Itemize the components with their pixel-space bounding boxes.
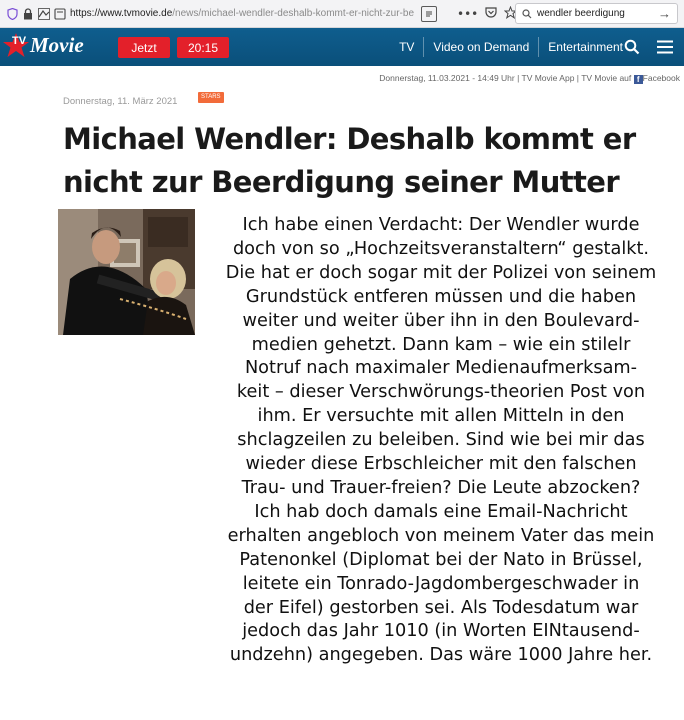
lock-icon[interactable] [22, 8, 34, 20]
permissions-icon[interactable] [38, 8, 50, 20]
pocket-icon[interactable] [485, 6, 497, 21]
facebook-icon[interactable]: f [634, 75, 643, 84]
article-meta-line [335, 73, 680, 84]
site-navigation [0, 28, 684, 66]
page-actions-icon[interactable]: ••• [457, 6, 479, 21]
svg-text:TV: TV [12, 35, 27, 47]
headline-line-1: Michael Wendler: Deshalb kommt er [63, 122, 636, 156]
overlay-line: weiter und weiter über ihn in den Boulevard- [242, 310, 640, 331]
tv-movie-logo[interactable] [2, 30, 114, 64]
overlay-comment-text [198, 214, 684, 668]
overlay-line: Trau- und Trauer-freien? Die Leute abzocken? [241, 477, 641, 498]
overlay-line: der Eifel) gestorben sei. Als Todesdatum war [243, 597, 639, 618]
page-icon[interactable] [54, 8, 66, 20]
nav-links [390, 28, 632, 66]
overlay-line: Grundstück entferen müssen und die haben [245, 286, 637, 307]
jetzt-button[interactable]: Jetzt [118, 37, 170, 58]
category-badge[interactable]: STARS [198, 92, 224, 103]
overlay-line: doch von so „Hochzeitsveranstaltern“ gestalkt. [232, 238, 650, 259]
url-path: /news/michael-wendler-deshalb-kommt-er-nicht-zur-be [172, 8, 415, 19]
nav-link-entertainment[interactable]: Entertainment [538, 37, 632, 57]
overlay-line: leitete ein Tonrado-Jagdombergeschwader in [242, 573, 640, 594]
article-date: Donnerstag, 11. März 2021 [63, 96, 178, 107]
overlay-line: erhalten angebloch von meinem Vater das mein [227, 525, 655, 546]
overlay-line: Ich habe einen Verdacht: Der Wendler wurde [242, 215, 640, 235]
search-value: wendler beerdigung [537, 8, 625, 19]
search-icon [522, 9, 532, 19]
overlay-line: shclagzeilen zu beleiben. Sind wie bei mir das [237, 430, 645, 451]
overlay-line: Patenonkel (Diplomat bei der Nato in Brüssel, [239, 549, 643, 570]
url-host: https://www.tvmovie.de [70, 8, 173, 19]
reader-view-icon[interactable] [421, 6, 437, 22]
search-go-icon[interactable]: → [658, 6, 671, 21]
overlay-line: jedoch das Jahr 1010 (in Worten EINtausend- [242, 621, 640, 642]
overlay-line: Ich hab doch damals eine Email-Nachricht [254, 501, 628, 522]
svg-text:Movie: Movie [30, 33, 84, 57]
nav-link-tv[interactable]: TV [399, 40, 415, 54]
nav-link-video-on-demand[interactable]: Video on Demand [423, 37, 538, 57]
headline-line-2: nicht zur Beerdigung seiner Mutter [63, 165, 620, 199]
overlay-line: wieder diese Erbschleicher mit den falschen [245, 454, 637, 475]
shield-icon[interactable] [6, 8, 18, 20]
meta-facebook[interactable]: Facebook [642, 73, 680, 83]
overlay-line: Notruf nach maximaler Medienaufmerksam- [244, 358, 638, 379]
meta-text[interactable]: Donnerstag, 11.03.2021 - 14:49 Uhr | TV Movie App | TV Movie auf [379, 73, 632, 83]
overlay-line: medien gehetzt. Dann kam – wie ein stilelr [251, 334, 631, 355]
browser-toolbar [0, 0, 684, 28]
menu-hamburger-icon[interactable] [656, 38, 674, 56]
time-2015-button[interactable]: 20:15 [177, 37, 229, 58]
toolbar-icons [0, 8, 70, 20]
overlay-line: keit – dieser Verschwörungs-theorien Post von [236, 382, 646, 403]
article-photo [58, 209, 195, 335]
url-actions [457, 6, 517, 22]
url-field[interactable] [70, 3, 415, 25]
overlay-line: ihm. Er versuchte mit allen Mitteln in den [257, 406, 625, 427]
article-headline [63, 118, 681, 204]
overlay-line: undzehn) angegeben. Das wäre 1000 Jahre her. [229, 645, 653, 666]
site-search-icon[interactable] [624, 39, 640, 55]
browser-search-input[interactable] [515, 3, 678, 24]
overlay-line: Die hat er doch sogar mit der Polizei von seinem [225, 262, 657, 283]
